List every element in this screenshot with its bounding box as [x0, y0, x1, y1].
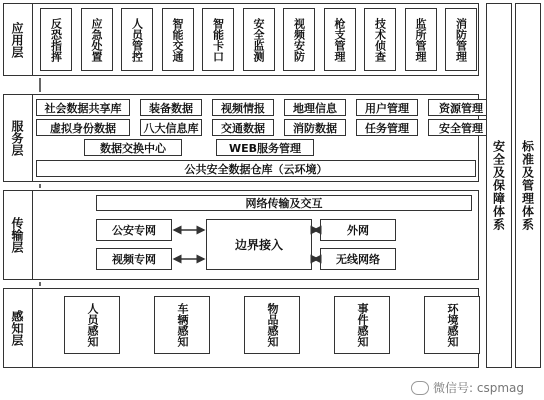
perception-item: 事件感知	[334, 296, 390, 354]
service-item: 安全管理	[428, 119, 494, 136]
service-item: 地理信息	[284, 99, 346, 116]
app-item: 枪支管理	[324, 8, 356, 71]
video-network: 视频专网	[96, 248, 172, 270]
app-item: 智能卡口	[202, 8, 234, 71]
app-item: 消防管理	[445, 8, 477, 71]
transport-layer-label: 传输层	[3, 190, 33, 280]
service-item: 八大信息库	[140, 119, 202, 136]
perception-item: 人员感知	[64, 296, 120, 354]
service-item: 交通数据	[212, 119, 274, 136]
application-layer-label: 应用层	[3, 3, 33, 76]
border-access: 边界接入	[206, 219, 312, 270]
data-exchange-center: 数据交换中心	[84, 139, 182, 156]
watermark-text: 微信号: cspmag	[433, 381, 524, 395]
app-item: 安全监测	[243, 8, 275, 71]
app-item: 视频安防	[283, 8, 315, 71]
service-item: 视频情报	[212, 99, 274, 116]
standards-system: 标准及管理体系	[515, 3, 541, 368]
app-item: 人员管控	[121, 8, 153, 71]
wechat-icon	[411, 381, 429, 395]
app-item: 技术侦查	[364, 8, 396, 71]
perception-item: 车辆感知	[154, 296, 210, 354]
watermark	[411, 379, 524, 396]
service-item: 消防数据	[284, 119, 346, 136]
app-item: 应急处置	[81, 8, 113, 71]
app-item: 反恐指挥	[40, 8, 72, 71]
web-service-management: WEB服务管理	[216, 139, 314, 156]
data-warehouse: 公共安全数据仓库（云环境）	[36, 160, 476, 177]
service-item: 社会数据共享库	[36, 99, 130, 116]
perception-item: 物品感知	[244, 296, 300, 354]
service-item: 虚拟身份数据	[36, 119, 130, 136]
service-item: 资源管理	[428, 99, 494, 116]
external-network: 外网	[320, 219, 396, 241]
security-system: 安全及保障体系	[486, 3, 512, 368]
app-item: 监所管理	[405, 8, 437, 71]
network-transport-bar: 网络传输及交互	[96, 195, 472, 211]
perception-item: 环境感知	[424, 296, 480, 354]
service-item: 用户管理	[356, 99, 418, 116]
wireless-network: 无线网络	[320, 248, 396, 270]
app-item: 智能交通	[162, 8, 194, 71]
police-network: 公安专网	[96, 219, 172, 241]
service-item: 任务管理	[356, 119, 418, 136]
service-layer-label: 服务层	[3, 94, 33, 182]
perception-layer-label: 感知层	[3, 288, 33, 368]
service-item: 装备数据	[140, 99, 202, 116]
